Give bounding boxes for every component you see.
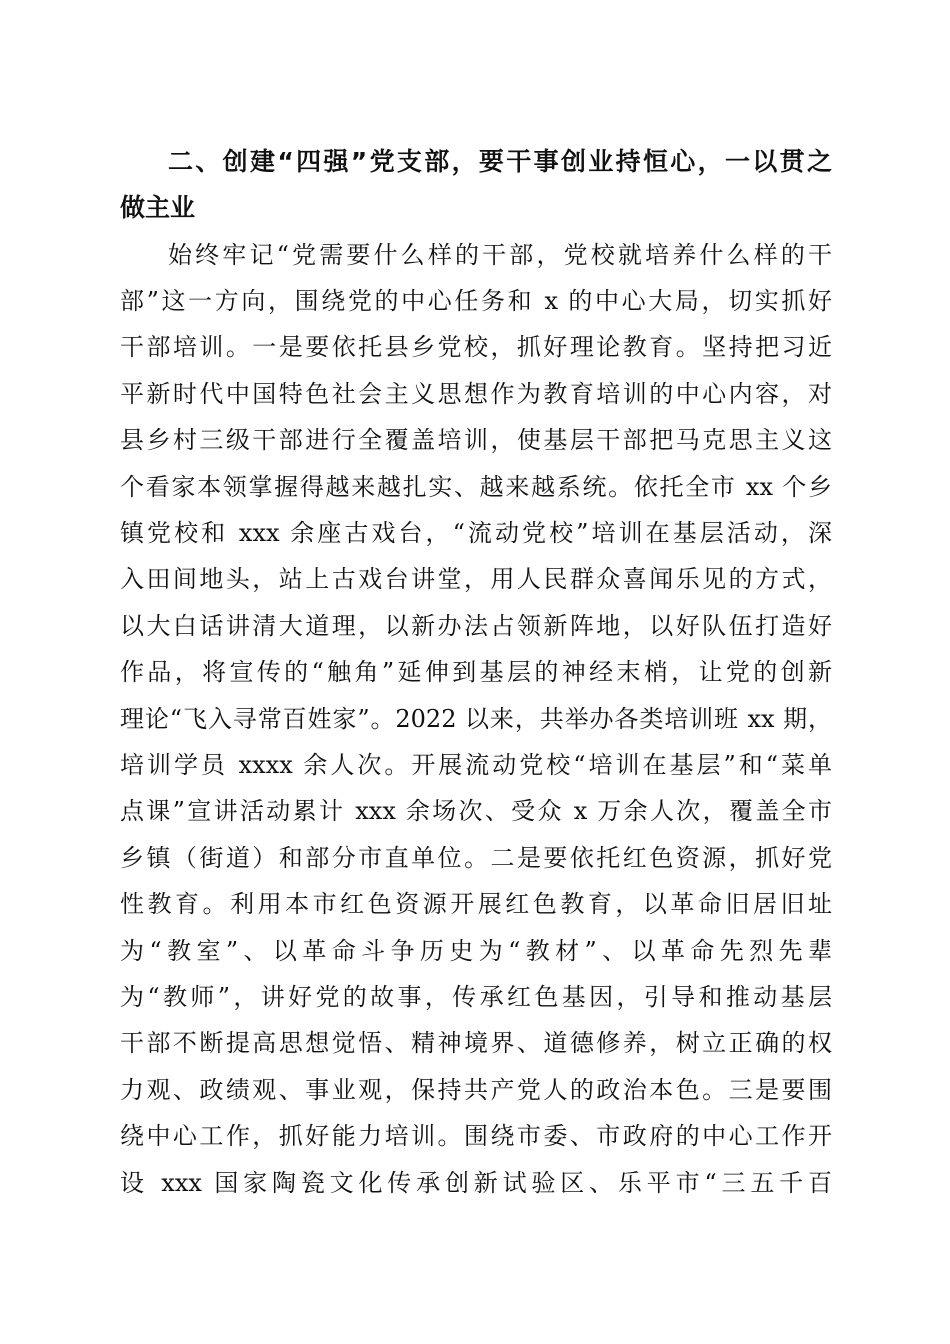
body-line: 培训学员 xxxx 余人次。开展流动党校“培训在基层”和“菜单 bbox=[120, 751, 832, 779]
body-line: 为“教师”，讲好党的故事，传承红色基因，引导和推动基层 bbox=[120, 983, 832, 1011]
section-heading-line-1: 二、创建“四强”党支部，要干事创业持恒心，一以贯之 bbox=[168, 147, 832, 176]
body-line: 性教育。利用本市红色资源开展红色教育，以革命旧居旧址 bbox=[120, 890, 832, 918]
body-line: 干部不断提高思想觉悟、精神境界、道德修养，树立正确的权 bbox=[120, 1029, 832, 1057]
body-line: 以大白话讲清大道理，以新办法占领新阵地，以好队伍打造好 bbox=[120, 612, 832, 640]
body-line: 镇党校和 xxx 余座古戏台，“流动党校”培训在基层活动，深 bbox=[120, 519, 832, 547]
body-line: 点课”宣讲活动累计 xxx 余场次、受众 x 万余人次，覆盖全市 bbox=[120, 797, 832, 825]
section-heading-line-2: 做主业 bbox=[120, 193, 196, 222]
body-line: 入田间地头，站上古戏台讲堂，用人民群众喜闻乐见的方式， bbox=[120, 565, 832, 593]
body-line: 乡镇（街道）和部分市直单位。二是要依托红色资源，抓好党 bbox=[120, 844, 832, 872]
body-line: 干部培训。一是要依托县乡党校，抓好理论教育。坚持把习近 bbox=[120, 333, 832, 361]
body-line: 为“教室”、以革命斗争历史为“教材”、以革命先烈先辈 bbox=[120, 937, 832, 965]
body-line: 设 xxx 国家陶瓷文化传承创新试验区、乐平市“三五千百 bbox=[120, 1169, 832, 1197]
body-line: 县乡村三级干部进行全覆盖培训，使基层干部把马克思主义这 bbox=[120, 426, 832, 454]
body-line: 部”这一方向，围绕党的中心任务和 x 的中心大局，切实抓好 bbox=[120, 287, 832, 315]
body-line: 作品，将宣传的“触角”延伸到基层的神经末梢，让党的创新 bbox=[120, 658, 832, 686]
body-line: 个看家本领掌握得越来越扎实、越来越系统。依托全市 xx 个乡 bbox=[120, 473, 832, 501]
body-line: 力观、政绩观、事业观，保持共产党人的政治本色。三是要围 bbox=[120, 1076, 832, 1104]
body-line: 理论“飞入寻常百姓家”。2022 以来，共举办各类培训班 xx 期， bbox=[120, 705, 832, 733]
body-line: 绕中心工作，抓好能力培训。围绕市委、市政府的中心工作开 bbox=[120, 1122, 832, 1150]
body-line: 平新时代中国特色社会主义思想作为教育培训的中心内容，对 bbox=[120, 380, 832, 408]
body-line: 始终牢记“党需要什么样的干部，党校就培养什么样的干 bbox=[168, 241, 832, 269]
